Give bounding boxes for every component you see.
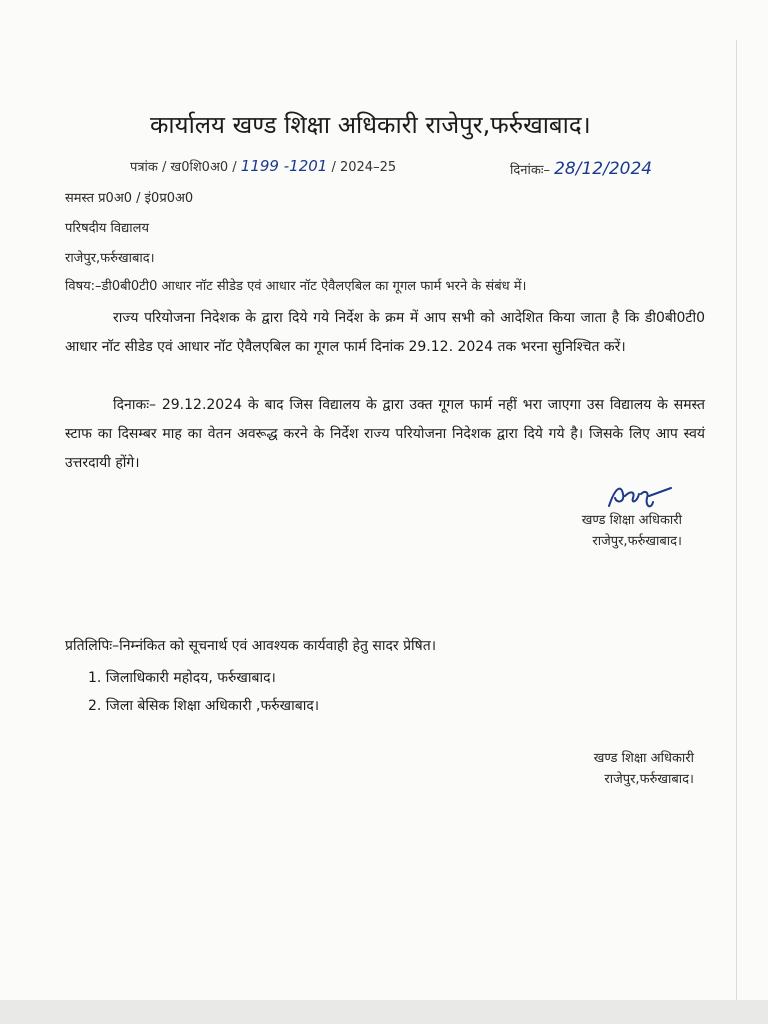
date-label: दिनांकः– [510, 163, 550, 178]
subject-line: विषय:–डी0बी0टी0 आधार नॉट सीडेड एवं आधार नॉट ऐवैलएबिल का गूगल फार्म भरने के संबंध में। [65, 279, 527, 294]
letter-date [510, 159, 652, 179]
addressee-line-2: परिषदीय विद्यालय [65, 221, 150, 236]
copy-to-item-1: 1. जिलाधिकारी महोदय, फर्रुखाबाद। [88, 670, 276, 686]
body-paragraph-1-text: राज्य परियोजना निदेशक के द्वारा दिये गये निर्देश के क्रम में आप सभी को आदेशित किया जाता है कि डी0बी0टी0 आधार नॉट सीडेड एवं आधार नॉट ऐवैलएबिल का गूगल फार्म दिनांक 29.12. 2024 तक भरना सुनिश्चित करें। [65, 310, 705, 355]
signature-1-designation: खण्ड शिक्षा अधिकारी [581, 513, 682, 528]
signature-block-2 [594, 748, 694, 790]
page-fold-line [736, 40, 737, 1000]
date-handwritten-value: 28/12/2024 [554, 159, 653, 179]
handwritten-signature [605, 480, 675, 514]
office-title: कार्यालय खण्ड शिक्षा अधिकारी राजेपुर,फर्रुखाबाद। [150, 111, 591, 139]
addressee-line-3: राजेपुर,फर्रुखाबाद। [65, 251, 155, 266]
reference-number [130, 157, 396, 175]
copy-to-intro: प्रतिलिपिः–निम्नंकित को सूचनार्थ एवं आवश्यक कार्यवाही हेतु सादर प्रेषित। [65, 638, 437, 654]
background-strip [0, 1000, 768, 1024]
signature-2-designation: खण्ड शिक्षा अधिकारी [593, 751, 694, 766]
addressee-line-1: समस्त प्र0अ0 / इं0प्र0अ0 [65, 191, 194, 206]
signature-1-location: राजेपुर,फर्रुखाबाद। [592, 534, 682, 549]
body-paragraph-2 [65, 391, 705, 478]
reference-handwritten-number: 1199 -1201 [240, 157, 328, 175]
body-paragraph-1 [65, 304, 705, 362]
copy-to-item-2: 2. जिला बेसिक शिक्षा अधिकारी ,फर्रुखाबाद। [88, 698, 320, 714]
signature-block-1 [582, 510, 682, 552]
reference-prefix: पत्रांक / ख0शि0अ0 / [130, 160, 237, 175]
signature-2-location: राजेपुर,फर्रुखाबाद। [604, 772, 694, 787]
reference-suffix: / 2024–25 [331, 160, 397, 175]
body-paragraph-2-text: दिनाकः– 29.12.2024 के बाद जिस विद्यालय के द्वारा उक्त गूगल फार्म नहीं भरा जाएगा उस विद्यालय के समस्त स्टाफ का दिसम्बर माह का वेतन अवरूद्ध करने के निर्देश राज्य परियोजना निदेशक द्वारा दिये गये है। जिसके लिए आप स्वयं उत्तरदायी होंगे। [65, 397, 705, 471]
